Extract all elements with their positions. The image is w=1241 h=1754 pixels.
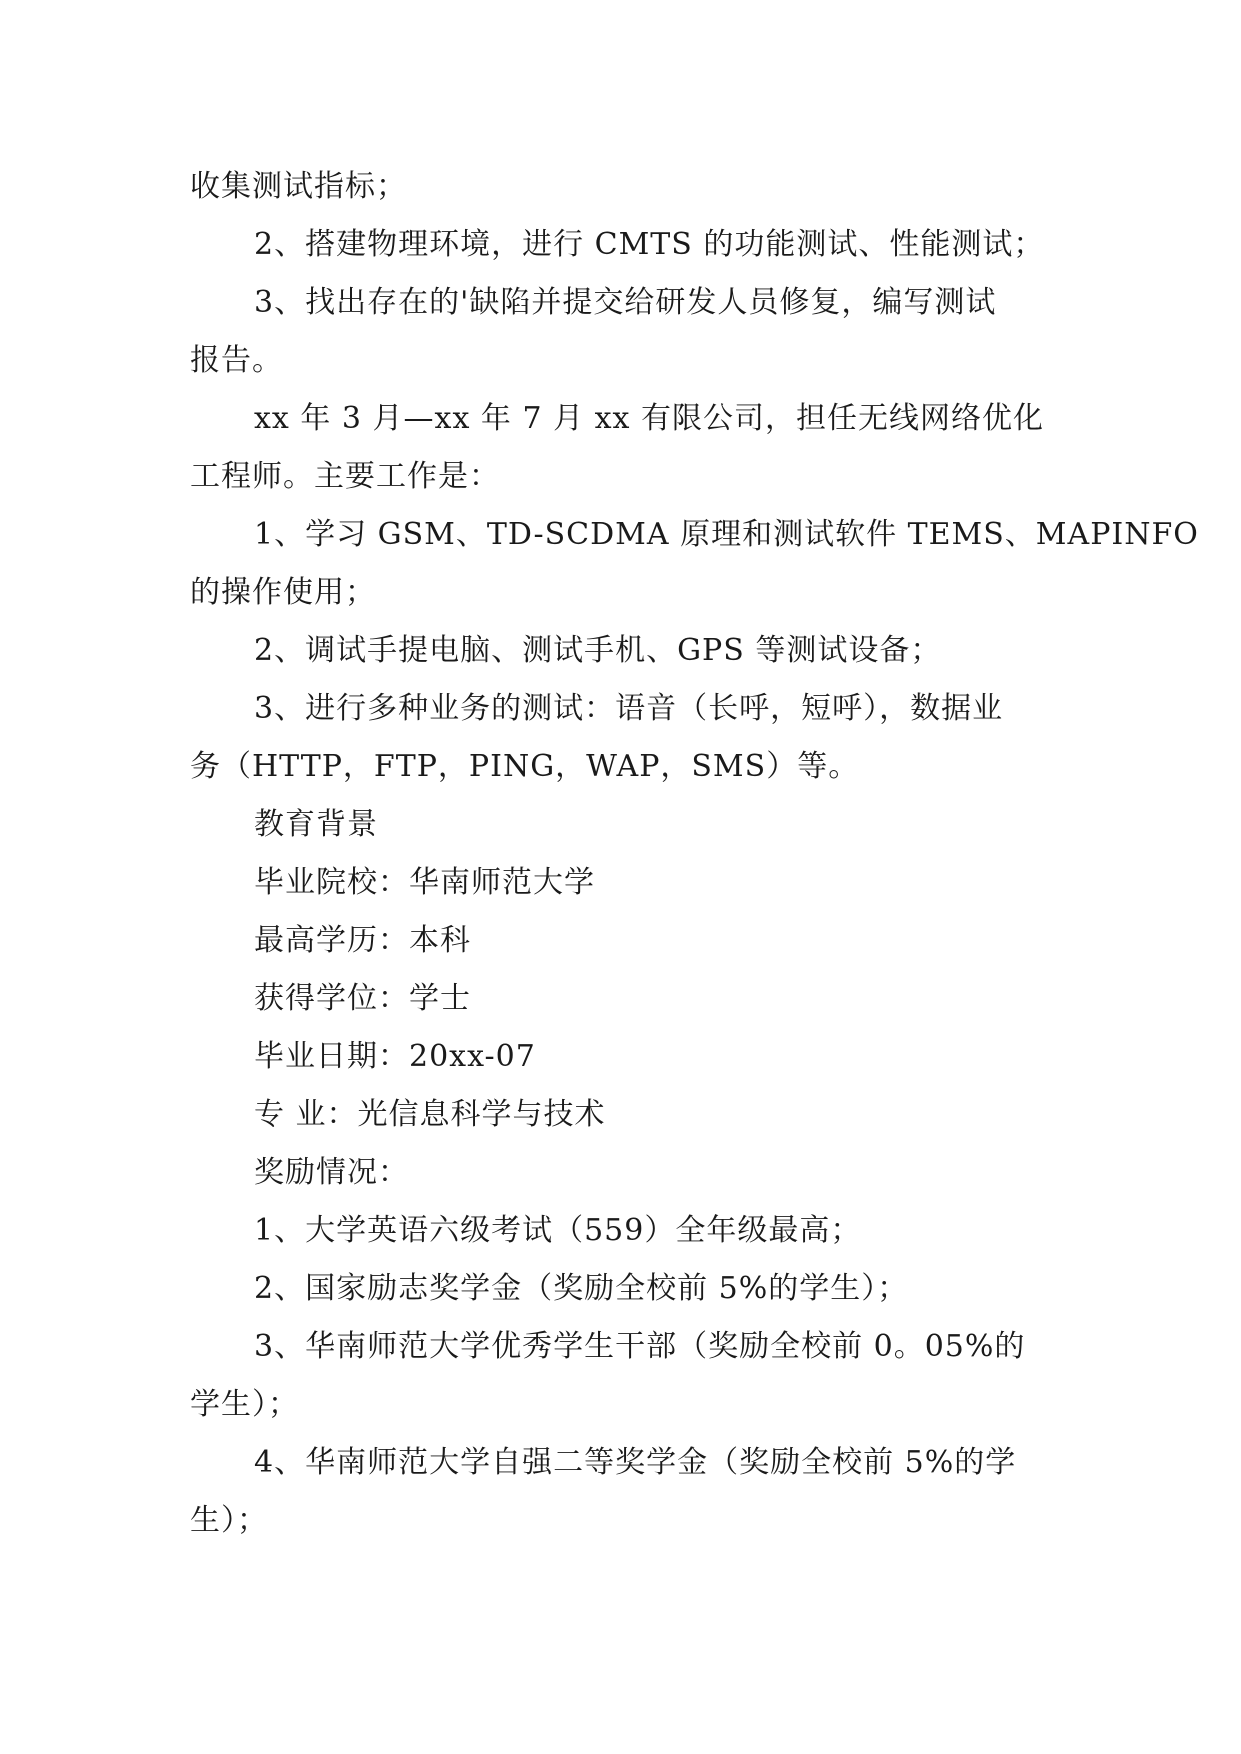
text-line: 2、国家励志奖学金（奖励全校前 5%的学生）； — [254, 1271, 909, 1306]
text-line: 学生）； — [190, 1387, 299, 1422]
text-line: 专 业：光信息科学与技术 — [254, 1097, 606, 1132]
text-line: 3、华南师范大学优秀学生干部（奖励全校前 0。05%的 — [254, 1329, 1026, 1364]
text-line: 务（HTTP，FTP，PING，WAP，SMS）等。 — [190, 749, 860, 784]
text-line: 最高学历：本科 — [254, 923, 471, 958]
text-line: 1、大学英语六级考试（559）全年级最高； — [254, 1213, 862, 1248]
text-line: 3、找出存在的'缺陷并提交给研发人员修复，编写测试 — [254, 285, 997, 320]
section-heading-awards: 奖励情况： — [254, 1155, 409, 1190]
text-line: 收集测试指标； — [190, 169, 407, 204]
text-line: 报告。 — [190, 343, 283, 378]
text-line: 1、学习 GSM、TD-SCDMA 原理和测试软件 TEMS、MAPINFO — [254, 517, 1199, 552]
text-line: 生）； — [190, 1503, 268, 1538]
text-line: 工程师。主要工作是： — [190, 459, 500, 494]
text-line: 毕业院校：华南师范大学 — [254, 865, 595, 900]
text-line: 4、华南师范大学自强二等奖学金（奖励全校前 5%的学 — [254, 1445, 1017, 1480]
text-line: 的操作使用； — [190, 575, 376, 610]
text-line: xx 年 3 月—xx 年 7 月 xx 有限公司，担任无线网络优化 — [254, 401, 1044, 436]
text-line: 获得学位：学士 — [254, 981, 471, 1016]
text-line: 毕业日期：20xx-07 — [254, 1039, 536, 1074]
text-line: 2、调试手提电脑、测试手机、GPS 等测试设备； — [254, 633, 942, 668]
section-heading-education: 教育背景 — [254, 807, 378, 842]
text-line: 3、进行多种业务的测试：语音（长呼，短呼），数据业 — [254, 691, 1004, 726]
document-body — [190, 158, 1199, 1550]
text-line: 2、搭建物理环境，进行 CMTS 的功能测试、性能测试； — [254, 227, 1045, 262]
